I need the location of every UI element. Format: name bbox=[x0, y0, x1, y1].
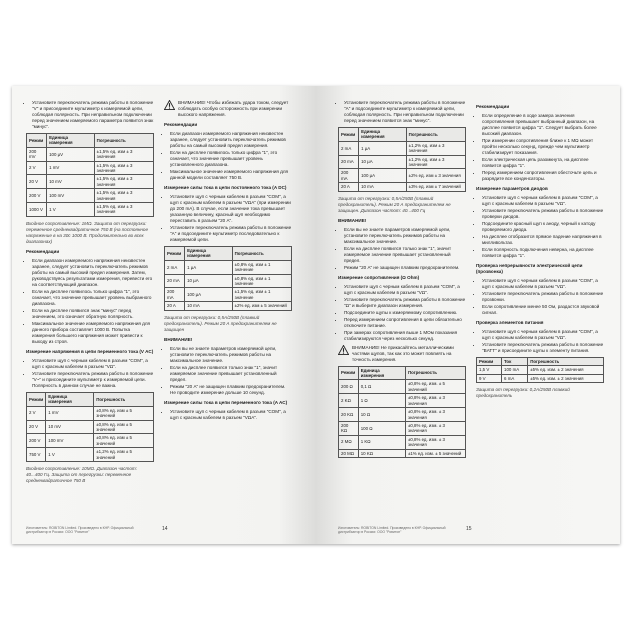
list-item: • Установите щуп с черным кабелем в разъем "COM", а щуп с красным кабелем в разъем "VΩ". bbox=[32, 358, 154, 370]
list-item: • Установите переключатель режима работы в положение прозвонки. bbox=[482, 291, 604, 303]
column-header: Режим bbox=[477, 358, 502, 366]
list-item: • Подсоедините щупы к измеряемому сопротивлению. bbox=[344, 310, 466, 316]
table-row bbox=[27, 203, 154, 217]
column-header: Погрешность bbox=[405, 366, 465, 380]
table-cell: 200 V bbox=[27, 434, 46, 448]
table-row bbox=[27, 189, 154, 203]
warning-block bbox=[338, 345, 466, 363]
ac-voltage-steps bbox=[26, 358, 154, 389]
note-text: Защита от перегрузки: 0,2А/250В плавкий предохранитель bbox=[476, 387, 570, 399]
list-item: • Если вы не знаете параметров измеряемой цепи, установите переключатель режимов работы на максимальное значение. bbox=[170, 346, 292, 364]
table-cell: ±1% ед. изм. ± 5 значений bbox=[405, 449, 465, 457]
table-row bbox=[27, 434, 154, 448]
list-item: • Подсоедините красный щуп к аноду, черный к катоду проверяемого диода. bbox=[482, 221, 604, 233]
list-item: • Максимальное значение измеряемого напряжения для данной модели составляет 750 В. bbox=[170, 169, 292, 181]
table-cell: 100 µV bbox=[47, 147, 95, 161]
recommendation-list bbox=[26, 258, 154, 345]
table-row bbox=[339, 435, 466, 449]
section-heading: Измерение силы тока в цепи постоянного тока (A DC) bbox=[164, 185, 287, 190]
column-header: Единица измерения bbox=[359, 128, 407, 142]
list-item: • Установите переключатель режима работы в положение "BATT" и присоедините щупы к элементу питания. bbox=[482, 342, 604, 354]
table-cell: ±0,8% ед. изм. ± 3 значения bbox=[405, 408, 465, 422]
list-item: • При замерах сопротивления выше 1 МОм показания стабилизируются через несколько секунд. bbox=[344, 330, 466, 342]
list-item: • Перед измерением сопротивления в цепи обязательно отключите питание. bbox=[344, 317, 466, 329]
list-item: • Если на дисплее появилось только цифра "1", это означает, что значение превышает уровень выбранного диапазона. bbox=[32, 289, 154, 307]
column-header: Единица измерения bbox=[185, 247, 233, 261]
note-text: Защита от перегрузки: 0,5А/250В (плавкий предохранитель). Режим 20 А предохранителем не защищен bbox=[164, 314, 277, 332]
table-row bbox=[339, 183, 466, 191]
table-cell: 2 V bbox=[27, 161, 47, 175]
manual-spread bbox=[12, 86, 620, 544]
table-cell: 6 mA bbox=[502, 374, 528, 382]
table-cell: 100 µA bbox=[359, 169, 407, 183]
list-item: • Если на дисплее появился только знак "1", значит измеряемое значение превышает установленный предел. bbox=[170, 365, 292, 383]
table-header-row bbox=[339, 366, 466, 380]
table-cell: ±1,2% ед. изм ± 3 значения bbox=[406, 155, 465, 169]
right-page-column-1 bbox=[338, 100, 466, 462]
column-header: Режим bbox=[339, 366, 359, 380]
left-page-column-1 bbox=[26, 100, 154, 487]
table-row bbox=[339, 155, 466, 169]
warning-list bbox=[164, 346, 292, 396]
table-cell: 20 A bbox=[165, 302, 185, 310]
warning-text: ВНИМАНИЕ! Чтобы избежать удара током, следует соблюдать особую осторожность при измерении высокого напряжения. bbox=[178, 100, 289, 117]
table-header-row bbox=[27, 392, 154, 406]
list-item: • Установите щуп с черным кабелем в разъем "COM", а щуп с красным кабелем в разъем "VΩ". bbox=[482, 195, 604, 207]
table-row bbox=[339, 169, 466, 183]
list-item: • Установите переключатель режима работы в положение проверки диодов. bbox=[482, 208, 604, 220]
table-cell: 200 mV bbox=[27, 147, 47, 161]
table-cell: 200 mA bbox=[339, 169, 359, 183]
list-item: • Если на дисплее появился только знак "1", значит измеряемое значение превышает установленный предел. bbox=[344, 246, 466, 264]
table-cell: ±2% ед. изм ± 3 значения bbox=[406, 169, 465, 183]
table-cell: 1,5 V bbox=[477, 366, 502, 374]
note-text: Защита от перегрузки: 0,5А/250В (плавкий предохранитель). Режим 20 А предохранителем не защищен. Диапазон частот: 40...400 Гц bbox=[338, 195, 451, 213]
column-header: Погрешность bbox=[406, 128, 465, 142]
table-cell: 20 mA bbox=[339, 155, 359, 169]
table-row bbox=[27, 448, 154, 462]
section-heading: Измерение напряжения в цепи переменного тока (V AC) bbox=[26, 348, 154, 354]
table-cell: 100 Ω bbox=[358, 421, 405, 435]
table-cell: 100 mA bbox=[502, 366, 528, 374]
table-cell: 10 mA bbox=[185, 302, 233, 310]
list-item: • На дисплее отобразится прямое падение напряжения в милливольтах. bbox=[482, 234, 604, 246]
table-cell: ±1,5% ед. изм ± 3 значения bbox=[94, 189, 153, 203]
table-row bbox=[339, 408, 466, 422]
column-header: Погрешность bbox=[232, 247, 291, 261]
table-cell: 100 mV bbox=[46, 434, 94, 448]
page-number: 15 bbox=[466, 526, 472, 532]
table-cell: ±0,8% ед. изм. ± 3 значения bbox=[405, 394, 465, 408]
recommendation-list bbox=[164, 131, 292, 181]
list-item: • Установите переключатель режима работы в положение "A" и подсоедините мультиметр последовательно к измеряемой цепи. bbox=[170, 225, 292, 243]
column-header: Единица измерения bbox=[46, 392, 94, 406]
section-heading: Проверка непрерывности электрической цепи (прозвонка) bbox=[476, 263, 583, 274]
warning-text: ВНИМАНИЕ! Не прикасайтесь металлическими частями щупов, так как это может повлиять на точность измерения. bbox=[352, 344, 454, 362]
table-cell: 20 V bbox=[27, 420, 46, 434]
table-cell: 0,1 Ω bbox=[358, 380, 405, 394]
table-cell: 20 MΩ bbox=[339, 449, 359, 457]
table-cell: 200 V bbox=[27, 189, 47, 203]
table-cell: ±5% ед. изм. ± 2 значения bbox=[528, 366, 604, 374]
section-heading: Проверка элементов питания bbox=[476, 320, 544, 325]
list-item: • Установите переключатель режима работы в положение "Ω" и выберите диапазон измерения. bbox=[344, 297, 466, 309]
warning-list bbox=[338, 227, 466, 271]
table-cell: 10 mA bbox=[359, 183, 407, 191]
table-cell: ±1,5% ед. изм ± 3 значения bbox=[94, 161, 153, 175]
warning-heading: ВНИМАНИЕ! bbox=[164, 336, 193, 342]
table-row bbox=[339, 421, 466, 435]
table-cell: ±0,8% ед. изм ± 5 значений bbox=[94, 406, 154, 420]
diode-steps bbox=[476, 195, 604, 259]
table-row bbox=[165, 260, 292, 274]
table-cell: 9 V bbox=[477, 374, 502, 382]
column-header: Погрешность bbox=[94, 134, 153, 148]
recommendation-list bbox=[476, 113, 604, 182]
table-cell: ±1,2% ед. изм ± 5 значений bbox=[94, 448, 154, 462]
table-cell: 1 mV bbox=[47, 161, 95, 175]
dc-current-table bbox=[164, 246, 292, 311]
table-header-row bbox=[339, 128, 466, 142]
table-cell: 2 KΩ bbox=[339, 394, 359, 408]
column-header: Погрешность bbox=[528, 358, 604, 366]
continuity-steps bbox=[476, 278, 604, 316]
list-item: • Если диапазон измеряемого напряжения неизвестен заранее, следует установить переключатель режимов работы на самый высокий предел измерения. bbox=[170, 131, 292, 149]
warning-triangle-icon bbox=[338, 345, 349, 355]
column-header: Единица измерения bbox=[358, 366, 405, 380]
table-row bbox=[165, 274, 292, 288]
table-cell: ±0,8% ед. изм ± 5 значений bbox=[94, 420, 154, 434]
table-row bbox=[27, 147, 154, 161]
table-cell: ±0,8% ед. изм. ± 3 значения bbox=[405, 421, 465, 435]
right-page bbox=[316, 86, 620, 544]
resistance-steps bbox=[338, 284, 466, 342]
table-row bbox=[477, 366, 604, 374]
table-cell: 1 µA bbox=[359, 141, 407, 155]
table-cell: 1 V bbox=[46, 448, 94, 462]
table-cell: 200 Ω bbox=[339, 380, 359, 394]
list-item: • Если определение в ходе замера значения сопротивления превышает выбранный диапазон, на дисплее появится цифра "1". Следует выбрать более высокий диапазон. bbox=[482, 113, 604, 137]
section-heading: Рекомендации bbox=[476, 104, 510, 109]
table-row bbox=[27, 406, 154, 420]
table-cell: ±1,2% ед. изм ± 3 значения bbox=[406, 141, 465, 155]
list-item: • Режим "20 A" не защищен плавким предохранителем. Не проводите измерение дольше 10 секунд. bbox=[170, 384, 292, 396]
table-cell: 1 V bbox=[47, 203, 95, 217]
page-footer: Изготовитель: ROBITON Limited. Произведено в КНР. Официальный дистрибьютор в России: ООО "Ровитон" bbox=[26, 525, 134, 534]
column-header: Режим bbox=[27, 134, 47, 148]
dc-current-steps bbox=[164, 194, 292, 243]
table-cell: ±1,5% ед. изм ± 3 значения bbox=[94, 175, 153, 189]
list-item: • Максимальное значение измеряемого напряжения для данного прибора составляет 1000 В. Попытка измерения большего напряжения может привести к выходу из строя. bbox=[32, 321, 154, 345]
table-header-row bbox=[477, 358, 604, 366]
table-row bbox=[165, 302, 292, 310]
section-heading: Измерение параметров диодов bbox=[476, 186, 548, 191]
section-heading: Рекомендации bbox=[26, 248, 60, 254]
table-cell: 10 µA bbox=[359, 155, 407, 169]
list-item: • Если полярность подключения неверна, на дисплее появится цифра "1". bbox=[482, 247, 604, 259]
table-cell: 1 µA bbox=[185, 260, 233, 274]
note-text: Входное сопротивление: 1МΩ. Защита от перегрузки: переменное среднеквадратичное 750 В (на постоянное напряжение в на 30с 1000 В. Продолжительно во всех диапазонах) bbox=[26, 220, 149, 244]
table-row bbox=[339, 449, 466, 457]
column-header: Ток bbox=[502, 358, 528, 366]
table-row bbox=[477, 374, 604, 382]
table-cell: 2 mA bbox=[339, 141, 359, 155]
column-header: Единица измерения bbox=[47, 134, 95, 148]
table-row bbox=[27, 175, 154, 189]
table-cell: 200 mA bbox=[165, 288, 185, 302]
table-cell: ±0,8% ед. изм ± 1 значение bbox=[232, 260, 291, 274]
list-item: • Установите щуп с черным кабелем в разъем "COM", а щуп с красным кабелем в разъем "VΩ". bbox=[482, 329, 604, 341]
section-heading: Рекомендации bbox=[164, 122, 198, 127]
table-cell: 20 mA bbox=[165, 274, 185, 288]
table-row bbox=[27, 161, 154, 175]
battery-steps bbox=[476, 329, 604, 354]
section-heading: Измерение сопротивления (Ω Ohm) bbox=[338, 274, 420, 280]
table-row bbox=[339, 394, 466, 408]
ac-current-table bbox=[338, 127, 466, 192]
page-number: 14 bbox=[162, 526, 168, 532]
table-cell: 100 µA bbox=[185, 288, 233, 302]
table-cell: 10 mV bbox=[47, 175, 95, 189]
list-item: • Если электрическая цепь разомкнута, на дисплее появится цифра "1". bbox=[482, 157, 604, 169]
list-item: • Если вы не знаете параметров измеряемой цепи, установите переключатель режимов работы на максимальное значение. bbox=[344, 227, 466, 245]
table-cell: 10 KΩ bbox=[358, 449, 405, 457]
table-cell: ±0,8% ед. изм. ± 3 значения bbox=[405, 435, 465, 449]
column-header: Режим bbox=[339, 128, 359, 142]
table-cell: ±0,8% ед. изм. ± 5 значений bbox=[405, 380, 465, 394]
intro-text: • Установите переключатель режима работы в положение "A" и подсоедините мультиметр к измеряемой цепи, соблюдая полярность. При неправильном подключении перед значением появится знак "минус". bbox=[344, 100, 466, 124]
table-row bbox=[165, 288, 292, 302]
list-item: • Режим "20 A" не защищен плавким предохранителем. bbox=[344, 265, 466, 271]
column-header: Режим bbox=[165, 247, 185, 261]
column-header: Режим bbox=[27, 392, 46, 406]
list-item: • При измерении сопротивления ближе к 1 МΩ может пройти несколько секунд, прежде чем мультиметр стабилизирует показания. bbox=[482, 138, 604, 156]
list-item: • Установите щуп с черным кабелем в разъем "COM", а щуп с красным кабелем в разъем "VΩ". bbox=[482, 278, 604, 290]
table-cell: ±5% ед. изм. ± 2 значения bbox=[528, 374, 604, 382]
table-row bbox=[339, 141, 466, 155]
table-cell: 10 mV bbox=[46, 420, 94, 434]
list-item: • Установите щуп с черным кабелем в разъем "COM", а щуп с красным кабелем в разъем "VΩA". bbox=[170, 409, 292, 421]
table-cell: ±1,5% ед. изм ± 1 значение bbox=[232, 288, 291, 302]
list-item: • Установите щуп с черным кабелем в разъем "COM", а щуп с красным кабелем в разъем "VΩA" (при измерении до 200 mA). В случае, если значение тока превышает указанную величину, красный щуп необходимо переставить в разъем "20 A". bbox=[170, 194, 292, 224]
table-cell: 20 V bbox=[27, 175, 47, 189]
table-cell: 1 Ω bbox=[358, 394, 405, 408]
table-cell: ±0,8% ед. изм ± 1 значение bbox=[232, 274, 291, 288]
table-cell: 2 V bbox=[27, 406, 46, 420]
battery-table bbox=[476, 357, 604, 383]
table-cell: 20 KΩ bbox=[339, 408, 359, 422]
table-cell: ±1,5% ед. изм ± 3 значения bbox=[94, 147, 153, 161]
list-item: • Если диапазон измеряемого напряжения неизвестен заранее, следует установить переключатель режимов работы на самый высокий предел измерения. Затем, руководствуясь результатами измерения, перевести его на соответствующий диапазон. bbox=[32, 258, 154, 288]
table-cell: 1 KΩ bbox=[358, 435, 405, 449]
list-item: • Установите переключатель режима работы в положение "V~" и присоедините мультиметр к измеряемой цепи. Полярность в данном случае не важна. bbox=[32, 371, 154, 389]
list-item: • Если сопротивление менее 50 Ом, раздастся звуковой сигнал. bbox=[482, 304, 604, 316]
warning-block bbox=[164, 100, 292, 118]
note-text: Входное сопротивление: 10МΩ. Диапазон частот: 40...400 Гц. Защита от перегрузки: переменное среднеквадратичное 750 В bbox=[26, 465, 137, 483]
list-item: • Установите щуп с черным кабелем в разъем "COM", а щуп с красным кабелем в разъем "VΩ". bbox=[344, 284, 466, 296]
table-cell: 10 Ω bbox=[358, 408, 405, 422]
column-header: Погрешность bbox=[94, 392, 154, 406]
ac-current-steps bbox=[164, 409, 292, 421]
table-cell: ±1,5% ед. изм ± 3 значения bbox=[94, 203, 153, 217]
table-cell: 1 mV bbox=[46, 406, 94, 420]
table-cell: 2 mA bbox=[165, 260, 185, 274]
left-page-column-2 bbox=[164, 100, 292, 424]
section-heading: Измерение силы тока в цепи переменного тока (A AC) bbox=[164, 399, 288, 405]
intro-text: • Установите переключатель режима работы в положение "V" и присоедините мультиметр к измеряемой цепи, соблюдая полярность. При неправильном подключении перед значением измеряемого параметра появится знак "минус". bbox=[32, 100, 154, 130]
table-cell: 200 KΩ bbox=[339, 421, 359, 435]
resistance-table bbox=[338, 366, 466, 458]
table-header-row bbox=[165, 247, 292, 261]
table-cell: 2 MΩ bbox=[339, 435, 359, 449]
table-cell: 1000 V bbox=[27, 203, 47, 217]
table-cell: ±0,8% ед. изм ± 5 значений bbox=[94, 434, 154, 448]
left-page bbox=[12, 86, 316, 544]
table-row bbox=[27, 420, 154, 434]
warning-heading: ВНИМАНИЕ! bbox=[338, 217, 367, 223]
ac-voltage-table bbox=[26, 392, 154, 462]
table-cell: 20 A bbox=[339, 183, 359, 191]
page-footer: Изготовитель: ROBITON Limited. Произведено в КНР. Официальный дистрибьютор в России: ООО "Ровитон" bbox=[338, 525, 446, 534]
table-cell: 100 mV bbox=[47, 189, 95, 203]
table-cell: 10 µA bbox=[185, 274, 233, 288]
table-header-row bbox=[27, 134, 154, 148]
dc-voltage-table bbox=[26, 133, 154, 217]
table-cell: ±2% ед. изм ± 5 значений bbox=[232, 302, 291, 310]
table-cell: 750 V bbox=[27, 448, 46, 462]
list-item: • Если на дисплее появилось только цифра "1", это означает, что значение превышает уровень установленного диапазона. bbox=[170, 150, 292, 168]
table-row bbox=[339, 380, 466, 394]
warning-triangle-icon bbox=[164, 100, 175, 110]
list-item: • Если на дисплее появился знак "минус" перед значением, это означает обратную полярность. bbox=[32, 308, 154, 320]
right-page-column-2 bbox=[476, 100, 604, 402]
table-cell: ±3% ед. изм ± 7 значений bbox=[406, 183, 465, 191]
list-item: • Перед измерением сопротивления обесточьте цепь и разрядите все конденсаторы. bbox=[482, 170, 604, 182]
